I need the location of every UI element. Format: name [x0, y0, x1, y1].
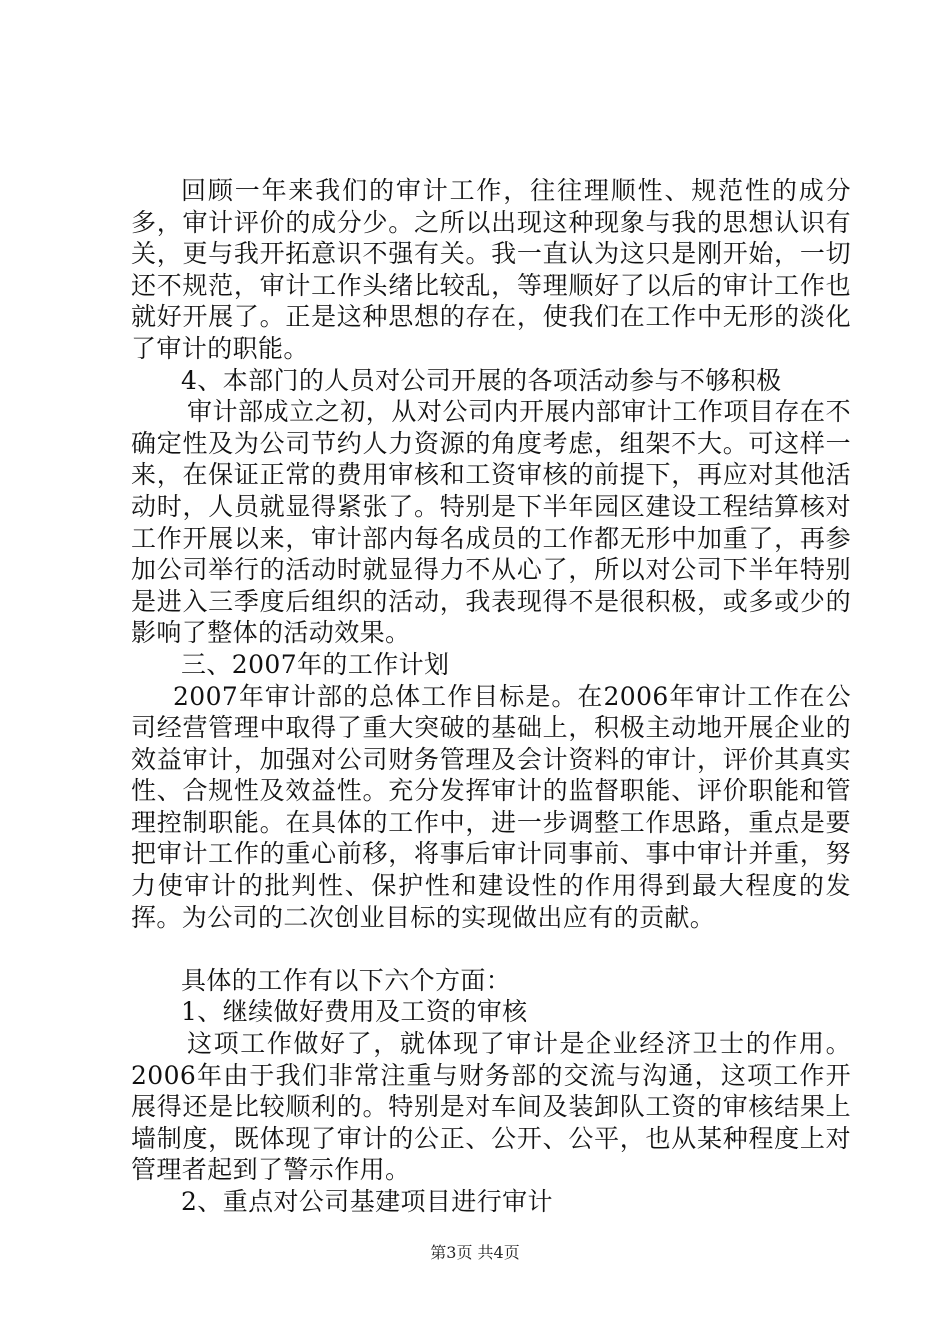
paragraph-review: 回顾一年来我们的审计工作，往往理顺性、规范性的成分多，审计评价的成分少。之所以出现这种现象与我的思想认识有关，更与我开拓意识不强有关。我一直认为这只是刚开始，一切还不规范，审计工作头绪比较乱，等理顺好了以后的审计工作也就好开展了。正是这种思想的存在，使我们在工作中无形的淡化了审计的职能。 — [131, 176, 851, 363]
heading-section-3: 三、2007年的工作计划 — [181, 649, 450, 679]
paragraph-2007-goals: 2007年审计部的总体工作目标是。在2006年审计工作在公司经营管理中取得了重大突破的基础上，积极主动地开展企业的效益审计，加强对公司财务管理及会计资料的审计，评价其真实性、合规性及效益性。充分发挥审计的监督职能、评价职能和管理控制职能。在具体的工作中，进一步调整工作思路，重点是要把审计工作的重心前移，将事后审计同事前、事中审计并重，努力使审计的批判性、保护性和建设性的作用得到最大程度的发挥。为公司的二次创业目标的实现做出应有的贡献。 — [131, 681, 851, 932]
paragraph-audit-dept: 审计部成立之初，从对公司内开展内部审计工作项目存在不确定性及为公司节约人力资源的角度考虑，组架不大。可这样一来，在保证正常的费用审核和工资审核的前提下，再应对其他活动时，人员就显得紧张了。特别是下半年园区建设工程结算核对工作开展以来，审计部内每名成员的工作都无形中加重了，再参加公司举行的活动时就显得力不从心了，所以对公司下半年特别是进入三季度后组织的活动，我表现得不是很积极，或多或少的影响了整体的活动效果。 — [131, 397, 851, 648]
paragraph-six-aspects: 具体的工作有以下六个方面： — [181, 965, 512, 995]
page-footer: 第3页 共4页 — [430, 1243, 520, 1262]
heading-item-2: 2、重点对公司基建项目进行审计 — [181, 1187, 553, 1216]
heading-item-1: 1、继续做好费用及工资的审核 — [181, 997, 528, 1027]
document-body — [131, 175, 851, 1218]
paragraph-fee-audit: 这项工作做好了，就体现了审计是企业经济卫士的作用。2006年由于我们非常注重与财务部的交流与沟通，这项工作开展得还是比较顺利的。特别是对车间及装卸队工资的审核结果上墙制度，既体现了审计的公正、公开、公平，也从某种程度上对管理者起到了警示作用。 — [131, 1029, 851, 1185]
heading-item-4: 4、本部门的人员对公司开展的各项活动参与不够积极 — [181, 365, 782, 395]
blank-line — [131, 933, 851, 965]
